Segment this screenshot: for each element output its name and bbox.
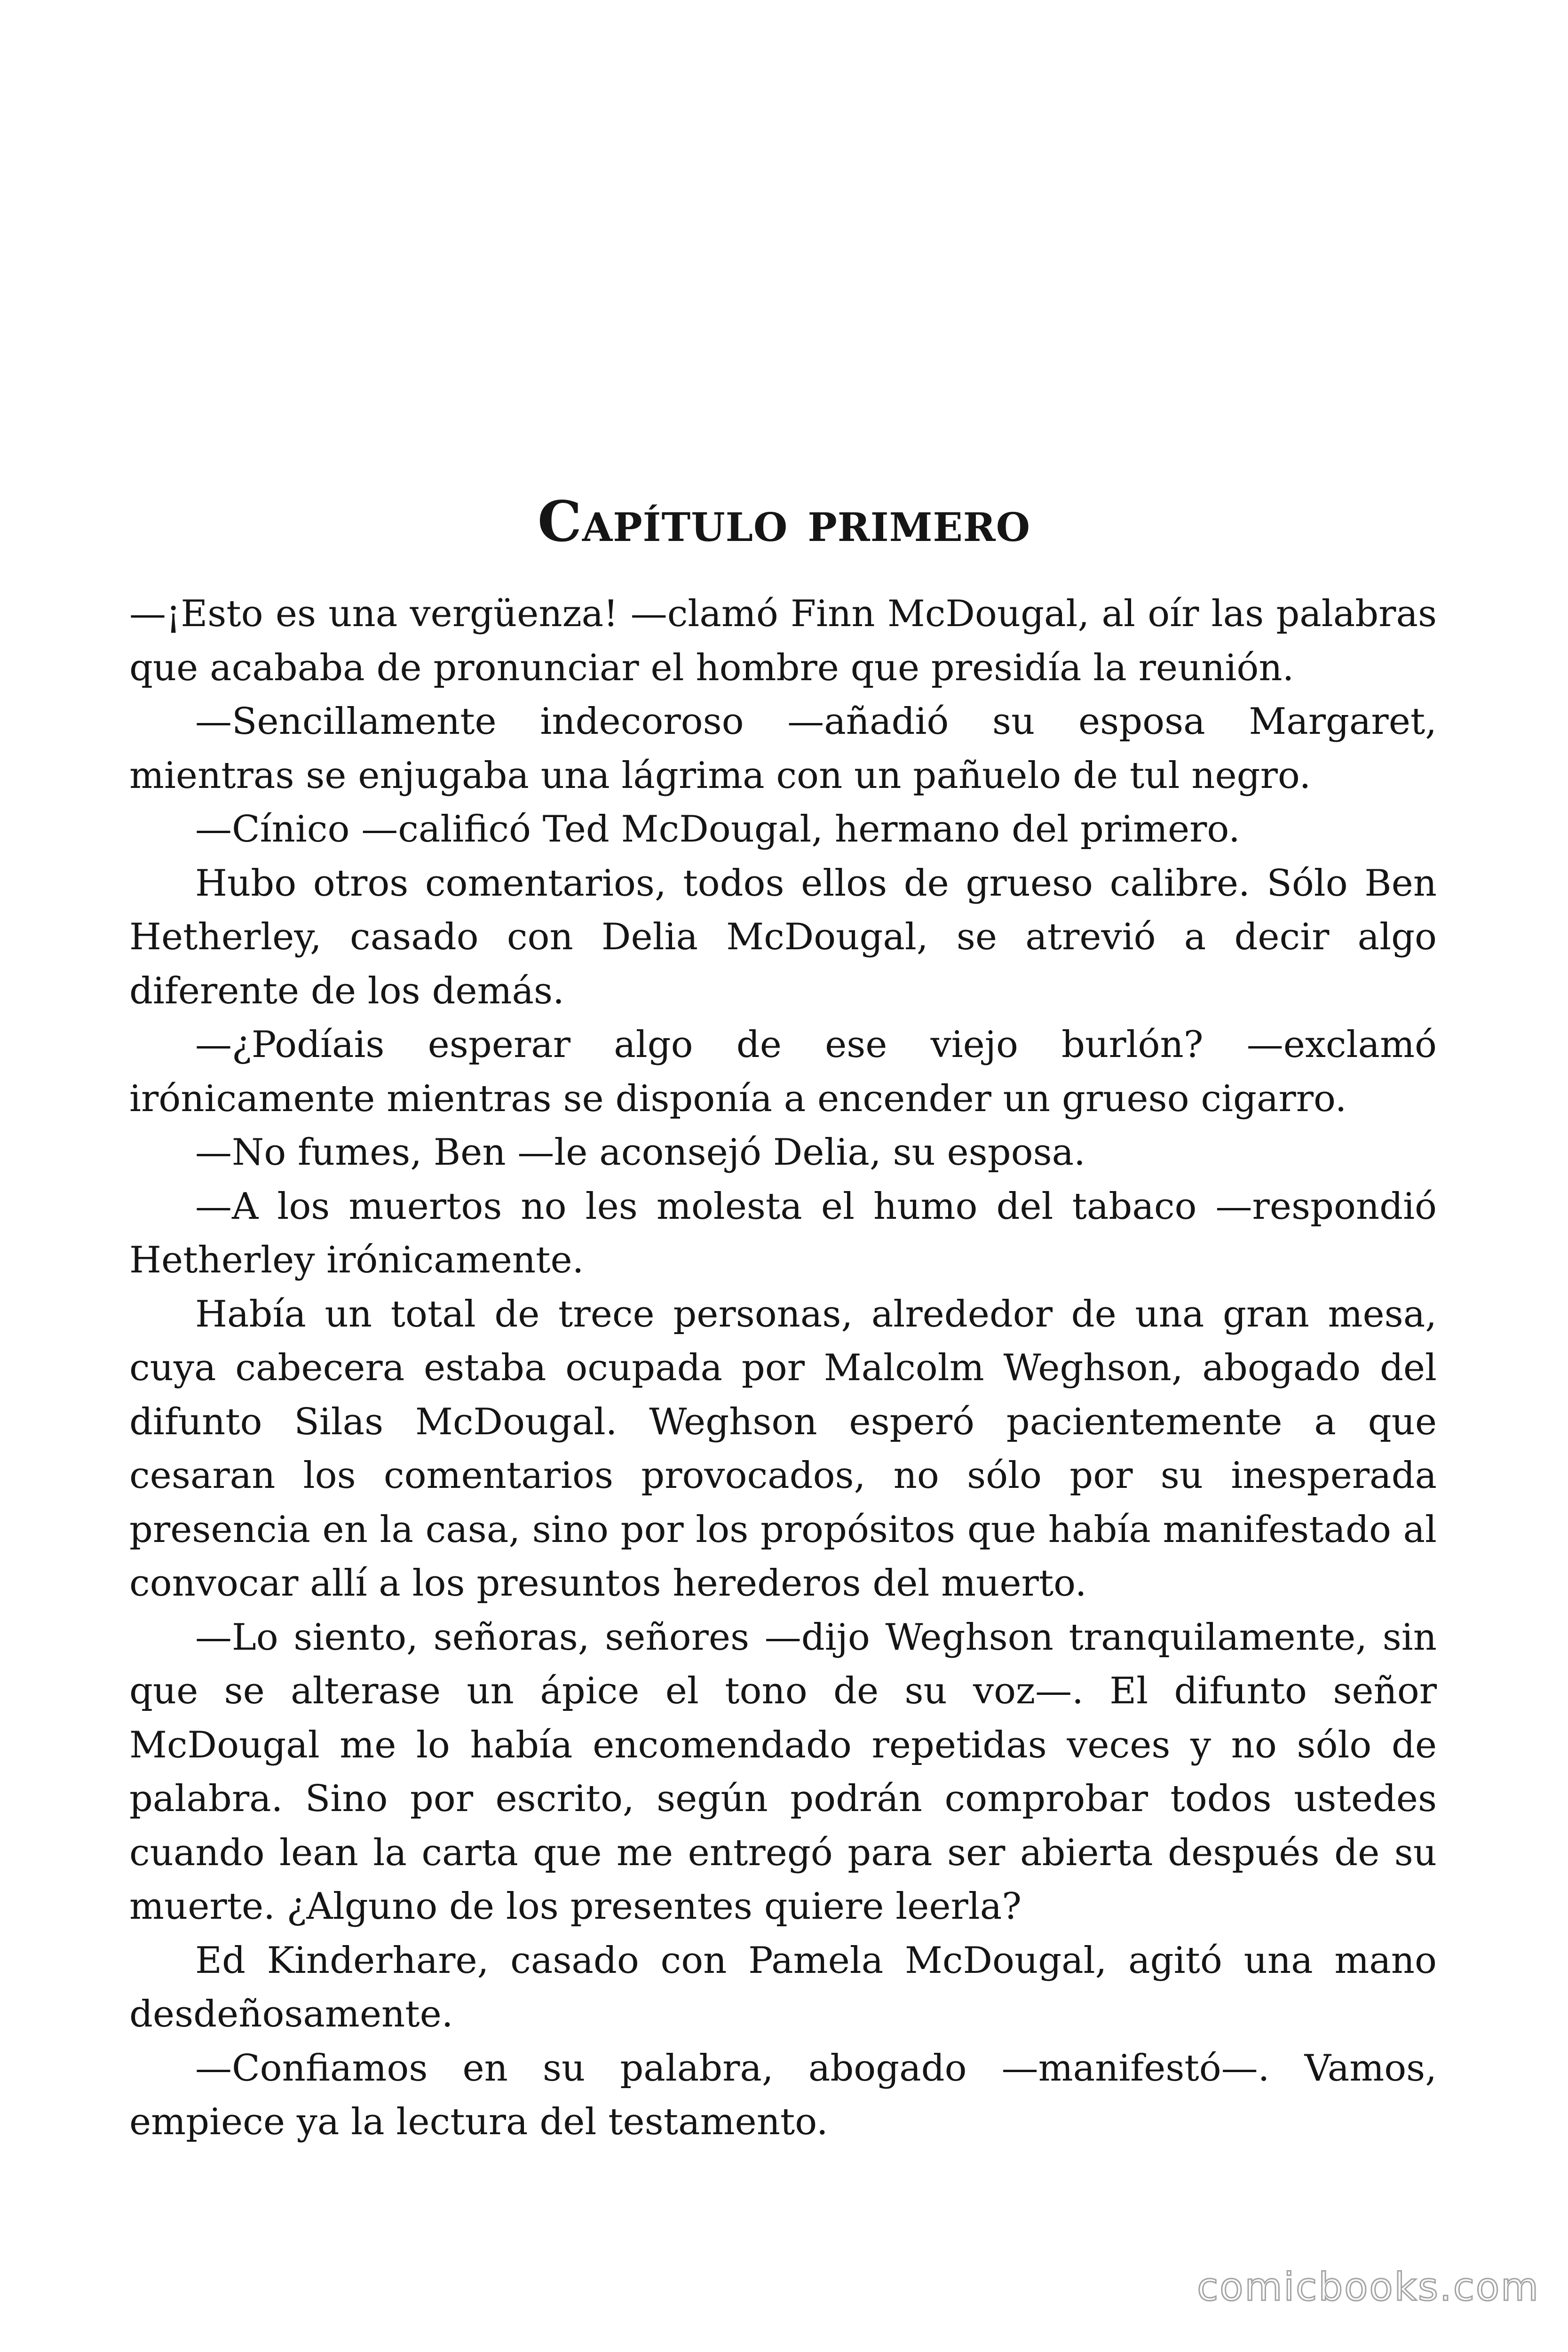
paragraph: Había un total de trece personas, alrededor de una gran mesa, cuya cabecera estaba ocupada por Malcolm Weghson, abogado del difunto Silas McDougal. Weghson esperó pacientemente a que cesaran los comentarios provocados, no sólo por su inesperada presencia en la casa, sino por los propósitos que había manifestado al convocar allí a los presuntos herederos del muerto.: [129, 1293, 1437, 1605]
paragraph: —A los muertos no les molesta el humo del tabaco —respondió Hetherley irónicamente.: [129, 1185, 1437, 1281]
chapter-title-text: Capítulo primero: [537, 489, 1031, 555]
chapter-title: [0, 489, 1568, 554]
paragraph: —Confiamos en su palabra, abogado —manifestó—. Vamos, empiece ya la lectura del testamento.: [129, 2047, 1437, 2143]
chapter-body: [129, 587, 1437, 2149]
watermark: comicbooks.com: [1197, 2265, 1540, 2310]
paragraph: Ed Kinderhare, casado con Pamela McDougal, agitó una mano desdeñosamente.: [129, 1939, 1437, 2035]
paragraph: —Cínico —calificó Ted McDougal, hermano del primero.: [195, 808, 1240, 850]
paragraph: —¡Esto es una vergüenza! —clamó Finn McDougal, al oír las palabras que acababa de pronunciar el hombre que presidía la reunión.: [129, 593, 1437, 689]
paragraph: Hubo otros comentarios, todos ellos de grueso calibre. Sólo Ben Hetherley, casado con Delia McDougal, se atrevió a decir algo diferente de los demás.: [129, 862, 1437, 1012]
paragraph: —No fumes, Ben —le aconsejó Delia, su esposa.: [195, 1131, 1085, 1174]
paragraph: —Lo siento, señoras, señores —dijo Weghson tranquilamente, sin que se alterase un ápice el tono de su voz—. El difunto señor McDougal me lo había encomendado repetidas veces y no sólo de palabra. Sino por escrito, según podrán comprobar todos ustedes cuando lean la carta que me entregó para ser abierta después de su muerte. ¿Alguno de los presentes quiere leerla?: [129, 1616, 1437, 1928]
paragraph: —¿Podíais esperar algo de ese viejo burlón? —exclamó irónicamente mientras se disponía a encender un grueso cigarro.: [129, 1024, 1437, 1120]
paragraph: —Sencillamente indecoroso —añadió su esposa Margaret, mientras se enjugaba una lágrima con un pañuelo de tul negro.: [129, 700, 1437, 797]
